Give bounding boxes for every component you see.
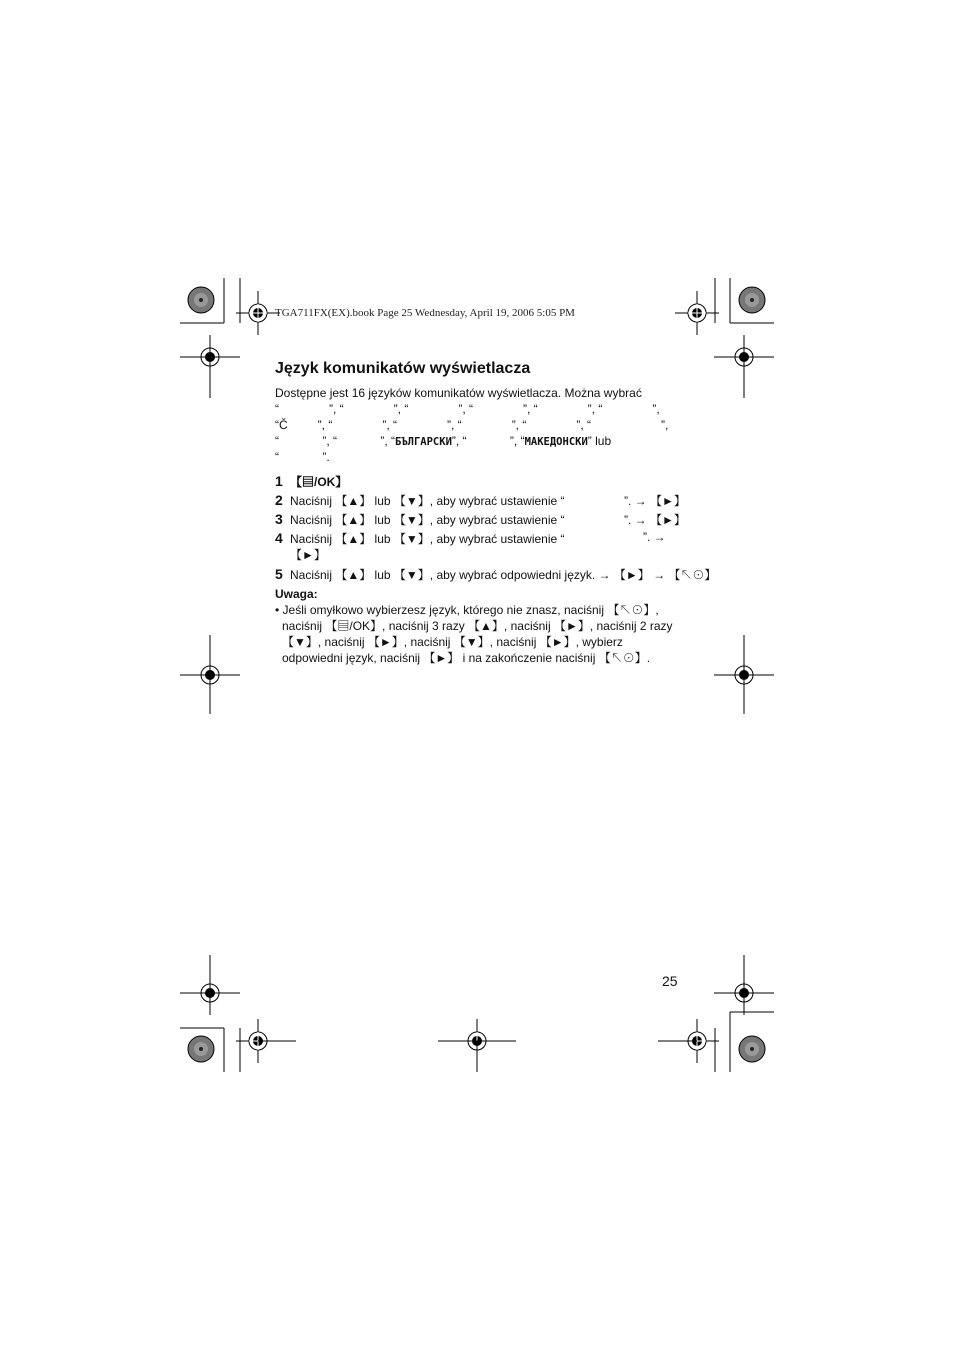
lang-bulgarian: БЪЛГАРСКИ: [395, 436, 452, 448]
step-5: 5 Naciśnij 【▲】 lub 【▼】, aby wybrać odpowiedni język. → 【►】 → 【↖⊙】: [275, 566, 717, 582]
lang-macedonian: МАКЕДОНСКИ: [524, 436, 588, 448]
note-title: Uwaga:: [275, 587, 318, 601]
lang-start: “Č: [275, 418, 288, 432]
language-list-row-2: [275, 418, 668, 432]
language-list-row-4: “ ”.: [275, 450, 330, 464]
step-2: 2 Naciśnij 【▲】 lub 【▼】, aby wybrać ustawienie “: [275, 492, 565, 508]
step-2-tail: ”. → 【►】: [624, 494, 686, 508]
step-3: 3 Naciśnij 【▲】 lub 【▼】, aby wybrać ustawienie “: [275, 511, 565, 527]
lang-row3-mid: ”, “ ”, “: [451, 434, 525, 448]
intro-text: Dostępne jest 16 języków komunikatów wyświetlacza. Można wybrać: [275, 386, 642, 400]
language-list-row-1: “ ”, “ ”, “ ”, “ ”, “ ”, “ ”,: [275, 402, 660, 416]
step-4-continuation: 【►】: [290, 548, 326, 562]
language-list-row-3: [275, 434, 611, 448]
section-title: Język komunikatów wyświetlacza: [275, 360, 531, 377]
lang-row3-pre: “ ”, “ ”, “: [275, 434, 395, 448]
note-body: • Jeśli omyłkowo wybierzesz język, którego nie znasz, naciśnij 【↖⊙】, naciśnij 【▤/OK】, naciśnij 3 razy 【▲】, naciśnij 【►】, naciśnij 2 razy 【▼】, naciśnij 【►】, naciśnij 【▼】, naciśnij 【►】, wybierz odpowiedni język, naciśnij 【►】 i na zakończenie naciśnij 【↖⊙】.: [275, 603, 673, 665]
step-3-tail: ”. → 【►】: [624, 513, 686, 527]
step-1: 1 【▤/OK】: [275, 473, 348, 489]
step-4-tail: ”. →: [643, 530, 666, 544]
file-header: TGA711FX(EX).book Page 25 Wednesday, April 19, 2006 5:05 PM: [275, 307, 575, 319]
lang-row2-rest: ”, “ ”, “ ”, “ ”, “ ”, “ ”,: [287, 418, 669, 432]
page-number: 25: [662, 973, 678, 989]
lang-row3-end: ” lub: [587, 434, 612, 448]
step-4: 4 Naciśnij 【▲】 lub 【▼】, aby wybrać ustawienie “: [275, 530, 565, 546]
